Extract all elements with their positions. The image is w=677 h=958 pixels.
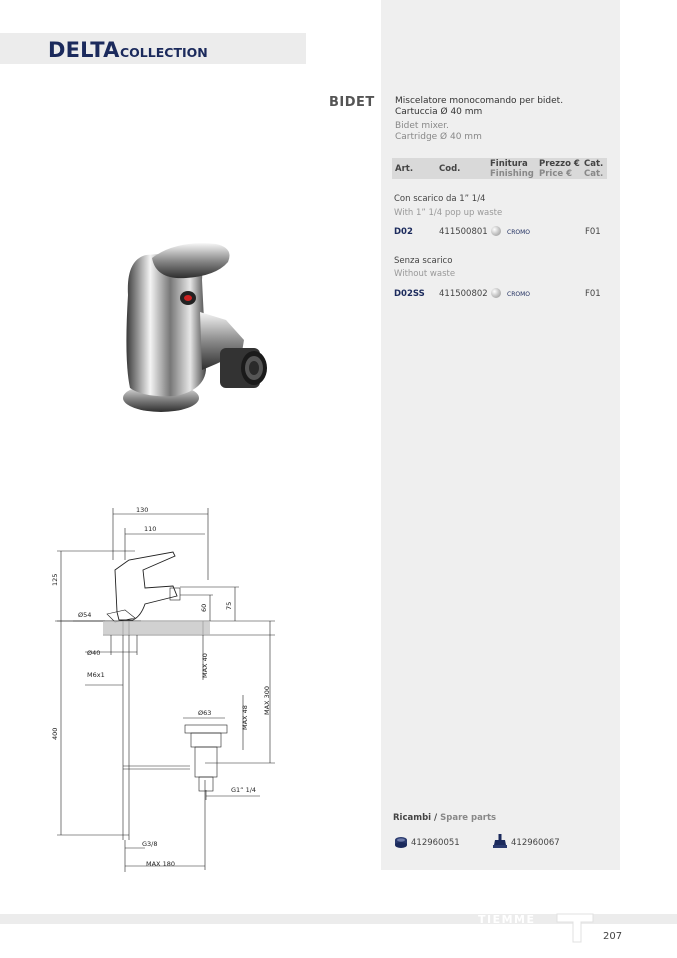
technical-drawing (45, 500, 285, 875)
dim-max40: MAX 40 (201, 653, 209, 678)
dim-d40: Ø40 (87, 649, 101, 657)
dim-d63: Ø63 (198, 709, 212, 717)
finish-name: CROMO (507, 229, 530, 236)
dim-400: 400 (51, 727, 59, 740)
finish-name: CROMO (507, 291, 530, 298)
group-title-it: Senza scarico (394, 256, 453, 266)
description-italian (395, 96, 563, 117)
product-type: BIDET (329, 95, 375, 110)
group-title-en: With 1” 1/4 pop up waste (394, 208, 503, 218)
desc-it-line2: Cartuccia Ø 40 mm (395, 106, 483, 117)
dim-130: 130 (136, 506, 149, 514)
collection-name: DELTA (48, 38, 120, 62)
dim-d54: Ø54 (78, 611, 92, 619)
col-finish-en: Finishing (490, 168, 534, 179)
spare-parts-sep: / (431, 813, 441, 823)
page-number: 207 (603, 931, 623, 942)
col-cat-en: Cat. (584, 168, 604, 179)
article-code: D02 (394, 227, 413, 237)
product-code: 411500802 (439, 289, 488, 299)
dim-g38: G3/8 (142, 840, 158, 848)
dim-g114: G1” 1/4 (231, 786, 257, 794)
dim-125: 125 (51, 573, 59, 586)
product-photo (116, 240, 276, 425)
description-english (395, 121, 482, 142)
dim-max180: MAX 180 (146, 860, 175, 868)
brand-logo-icon (555, 912, 595, 946)
desc-it-line1: Miscelatore monocomando per bidet. (395, 96, 564, 106)
group-title-it: Con scarico da 1” 1/4 (394, 194, 486, 204)
col-cod: Cod. (439, 164, 461, 174)
group-title-en: Without waste (394, 269, 456, 279)
chrome-finish-icon (491, 226, 501, 236)
col-art: Art. (395, 164, 414, 174)
product-code: 411500801 (439, 227, 488, 237)
dim-max48: MAX 48 (241, 705, 249, 730)
col-price (539, 160, 580, 179)
dim-110: 110 (144, 525, 157, 533)
spare-code: 412960067 (511, 838, 560, 848)
article-code: D02SS (394, 289, 425, 299)
desc-en-line2: Cartridge Ø 40 mm (395, 131, 482, 142)
col-finish (490, 160, 534, 179)
dim-m6: M6x1 (87, 671, 105, 679)
desc-en-line1: Bidet mixer. (395, 121, 449, 131)
dim-60: 60 (200, 603, 208, 612)
spare-parts-title (393, 813, 496, 823)
col-cat-it: Cat. (584, 159, 604, 169)
dim-max300: MAX 300 (263, 686, 271, 715)
collection-label: COLLECTION (120, 45, 208, 60)
cartridge-icon (394, 836, 408, 849)
category: F01 (585, 289, 601, 299)
spare-code: 412960051 (411, 838, 460, 848)
col-price-en: Price € (539, 168, 573, 179)
spare-parts-title-en: Spare parts (440, 813, 497, 823)
spare-parts-title-it: Ricambi (393, 813, 432, 823)
category: F01 (585, 227, 601, 237)
chrome-finish-icon (491, 288, 501, 298)
col-finish-it: Finitura (490, 159, 528, 169)
col-price-it: Prezzo € (539, 159, 580, 169)
dim-75: 75 (225, 601, 233, 610)
brand-name: TIEMME (478, 913, 536, 926)
counter-hatch (103, 621, 210, 635)
waste-valve-icon (493, 834, 507, 849)
col-cat (584, 160, 603, 179)
